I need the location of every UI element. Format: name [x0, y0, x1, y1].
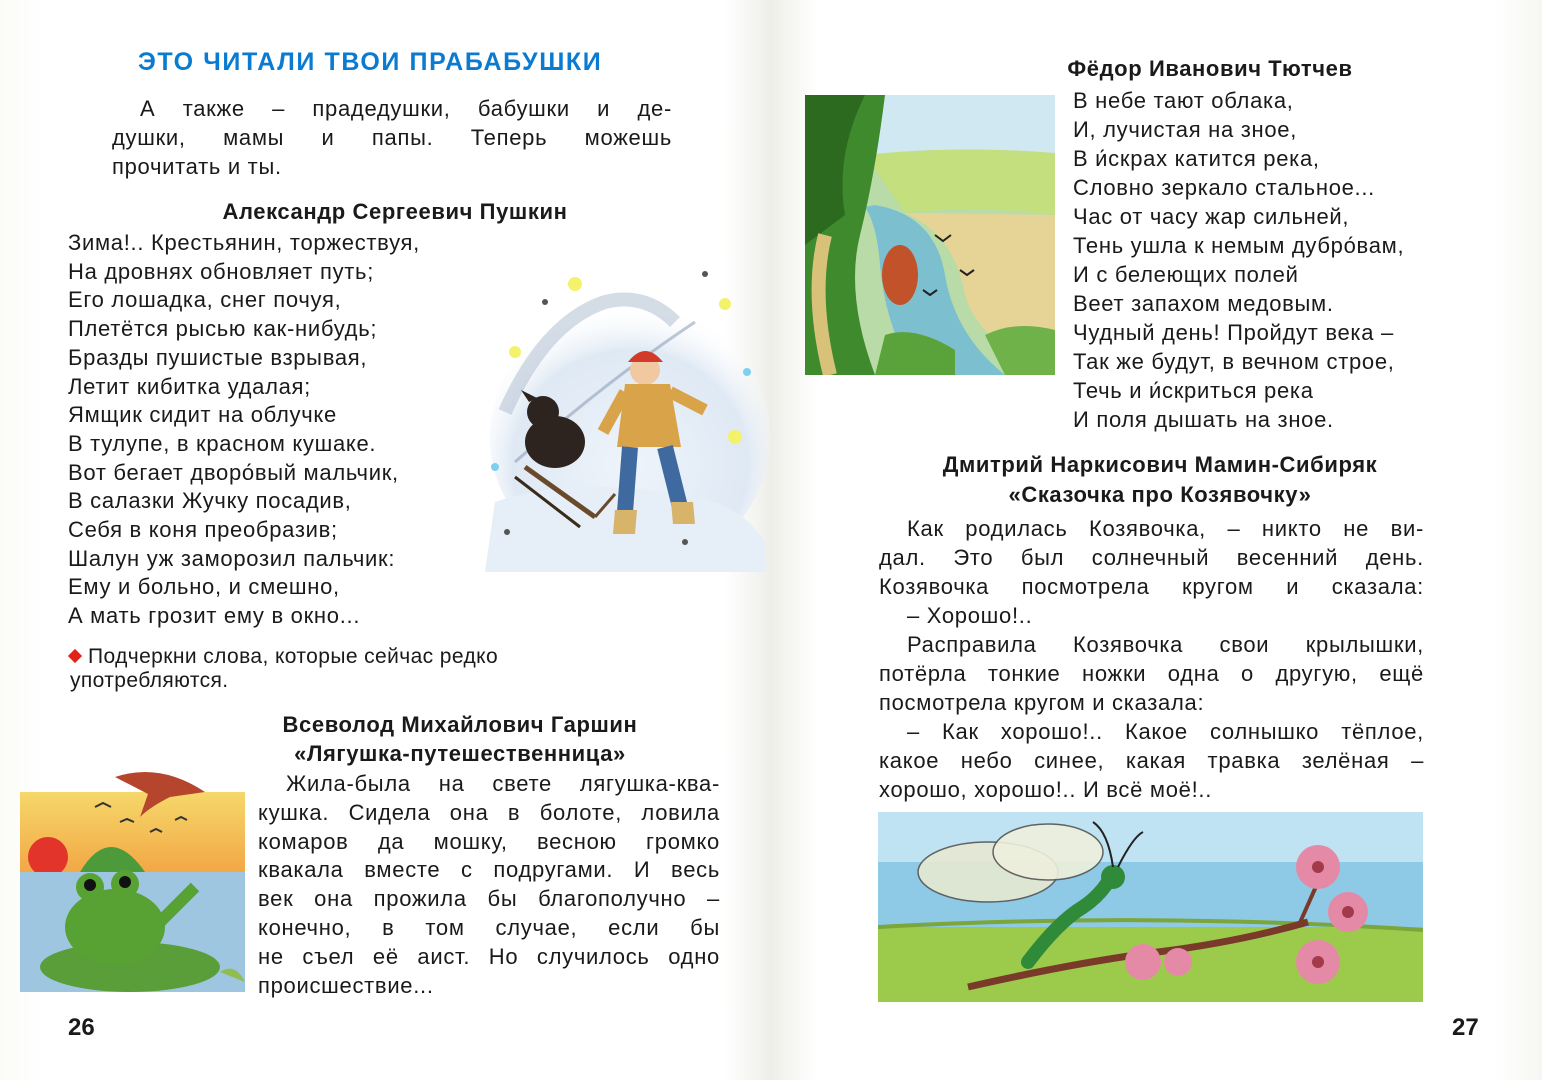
- poem-line: Вот бегает дворо́вый мальчик,: [68, 459, 399, 485]
- prose-line: конечно, в том случае, если бы: [258, 914, 720, 940]
- prose-line: – Как хорошо!.. Какое солнышко тёплое,: [907, 719, 1424, 744]
- intro-text: [112, 94, 672, 181]
- poem-line: Тень ушла к немым дубро́вам,: [1073, 233, 1405, 258]
- poem-line: Чудный день! Пройдут века –: [1073, 320, 1394, 345]
- poem-line: Зима!.. Крестьянин, торжествуя,: [68, 230, 420, 255]
- task-text: Подчеркни слова, которые сейчас редко: [88, 645, 499, 668]
- poem-line: Плетётся рысью как-нибудь;: [68, 316, 378, 342]
- poem-line: В салазки Жучку посадив,: [68, 488, 352, 514]
- poem-line: Его лошадка, снег почуя,: [68, 287, 342, 313]
- poem-line: Ему и больно, и смешно,: [68, 574, 340, 600]
- page-number-left: 26: [68, 1014, 95, 1041]
- intro-line: душки, мамы и папы. Теперь можешь: [112, 125, 672, 150]
- mamin-author: Дмитрий Наркисович Мамин-Сибиряк: [942, 452, 1378, 477]
- poem-line: Течь и и́скриться река: [1073, 378, 1314, 403]
- prose-line: происшествие...: [258, 972, 434, 998]
- poem-line: Шалун уж заморозил пальчик:: [68, 545, 396, 571]
- pushkin-author: Александр Сергеевич Пушкин: [222, 199, 568, 224]
- poem-line: В небе тают облака,: [1073, 88, 1294, 113]
- prose-line: Расправила Козявочка свои крылышки,: [907, 632, 1424, 657]
- prose-line: квакала вместе с подругами. И весь: [258, 857, 720, 883]
- tyutchev-poem: [1073, 86, 1513, 434]
- poem-line: А мать грозит ему в окно...: [68, 603, 361, 629]
- intro-line: А также – прадедушки, бабушки и де-: [140, 96, 672, 121]
- prose-line: Как родилась Козявочка, – никто не ви-: [907, 516, 1424, 541]
- prose-line: Козявочка посмотрела кругом и сказала:: [879, 574, 1424, 599]
- task-text: употребляются.: [70, 669, 229, 692]
- poem-line: И с белеющих полей: [1073, 262, 1299, 287]
- poem-line: Летит кибитка удалая;: [68, 373, 311, 399]
- intro-line: прочитать и ты.: [112, 154, 282, 179]
- task-block: [70, 645, 630, 693]
- frog-illustration: [20, 762, 245, 994]
- poem-line: Час от часу жар сильней,: [1073, 204, 1350, 229]
- poem-line: Бразды пушистые взрывая,: [68, 344, 368, 370]
- prose-line: век она прожила бы благополучно –: [258, 886, 720, 912]
- tyutchev-author: Фёдор Иванович Тютчев: [1067, 56, 1353, 81]
- prose-line: Жила-была на свете лягушка-ква-: [286, 771, 720, 796]
- poem-line: Словно зеркало стальное...: [1073, 175, 1375, 200]
- poem-line: В и́скрах катится река,: [1073, 146, 1320, 171]
- river-landscape-illustration: [805, 95, 1055, 375]
- poem-line: И поля дышать на зное.: [1073, 407, 1334, 432]
- garshin-story-title: «Лягушка-путешественница»: [294, 741, 626, 766]
- garshin-author: Всеволод Михайлович Гаршин: [282, 712, 638, 737]
- pushkin-poem: [68, 229, 488, 631]
- prose-line: не съел её аист. Но случилось одно: [258, 943, 720, 969]
- mamin-story-title: «Сказочка про Козявочку»: [1008, 482, 1312, 507]
- prose-line: какое небо синее, какая травка зелёная –: [879, 748, 1424, 773]
- prose-line: посмотрела кругом и сказала:: [879, 690, 1205, 715]
- diamond-icon: [68, 649, 82, 663]
- prose-line: кушка. Сидела она в болоте, ловила: [258, 799, 720, 825]
- page-number-right: 27: [1452, 1014, 1479, 1041]
- garshin-text: [258, 770, 720, 1000]
- poem-line: Себя в коня преобразив;: [68, 517, 338, 543]
- poem-line: На дровнях обновляет путь;: [68, 258, 375, 284]
- poem-line: Ямщик сидит на облучке: [68, 402, 337, 428]
- section-title: ЭТО ЧИТАЛИ ТВОИ ПРАБАБУШКИ: [138, 48, 603, 76]
- poem-line: Так же будут, в вечном строе,: [1073, 349, 1395, 374]
- poem-line: Веет запахом медовым.: [1073, 291, 1334, 316]
- poem-line: И, лучистая на зное,: [1073, 117, 1298, 142]
- prose-line: – Хорошо!..: [907, 603, 1033, 628]
- prose-line: дал. Это был солнечный весенний день.: [879, 545, 1424, 570]
- mamin-text: [879, 514, 1424, 804]
- winter-sled-illustration: [485, 262, 770, 572]
- poem-line: В тулупе, в красном кушаке.: [68, 430, 377, 456]
- prose-line: комаров да мошку, весною громко: [258, 828, 720, 854]
- insect-branch-illustration: [878, 812, 1423, 1002]
- prose-line: потёрла тонкие ножки одна о другую, ещё: [879, 661, 1424, 686]
- prose-line: хорошо, хорошо!.. И всё моё!..: [879, 777, 1213, 802]
